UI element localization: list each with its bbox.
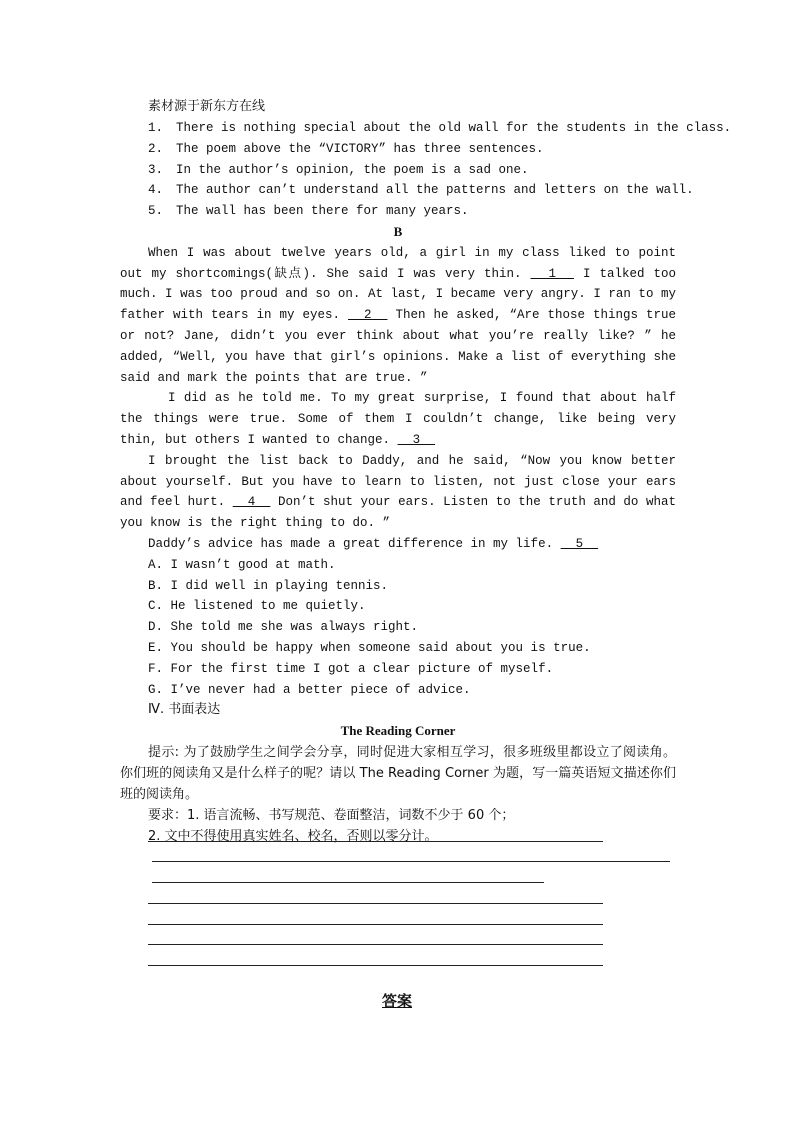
source-note: 素材源于新东方在线 bbox=[148, 99, 266, 114]
option-g: G. I’ve never had a better piece of advice. bbox=[148, 682, 471, 697]
writing-prompt: 提示: 为了鼓励学生之间学会分享，同时促进大家相互学习，很多班级里都设立了阅读角。你们班的阅读角又是什么样子的呢？请以 The Reading Corner 为题，写一篇英语短文描述你们班的阅读角。 bbox=[120, 744, 676, 802]
document-page bbox=[120, 96, 732, 847]
passage-paragraph-1: When I was about twelve years old, a girl in my class liked to point out my shortcomings(缺点). She said I was very thin. 1 I talked too much. I was too proud and so on. At last, I became very angry. I ran to my father with tears in my eyes. 2 Then he asked, “Are those things true or not? Jane, didn’t you ever think about what you’re really like? ” he added, “Well, you have that girl’s opinions. Make a list of everything she said and mark the points that are true. ” bbox=[120, 245, 676, 385]
option-a: A. I wasn’t good at math. bbox=[148, 557, 336, 572]
option-e: E. You should be happy when someone said about you is true. bbox=[148, 640, 591, 655]
option-list bbox=[120, 555, 676, 701]
blank-2: 2 bbox=[348, 308, 388, 323]
writing-line-4[interactable] bbox=[148, 903, 603, 904]
option-f: F. For the first time I got a clear picture of myself. bbox=[148, 661, 554, 676]
statement-4: 4. The author can’t understand all the patterns and letters on the wall. bbox=[148, 183, 694, 198]
blank-1: 1 bbox=[530, 266, 574, 281]
blank-5: 5 bbox=[560, 536, 599, 551]
writing-line-1[interactable] bbox=[148, 841, 603, 842]
option-b: B. I did well in playing tennis. bbox=[148, 578, 389, 593]
blank-3: 3 bbox=[397, 432, 436, 447]
section-b-heading: B bbox=[393, 223, 403, 239]
passage-paragraph-4: Daddy’s advice has made a great difference in my life. 5 bbox=[148, 536, 599, 551]
passage-paragraph-3: I brought the list back to Daddy, and he said, “Now you know better about yourself. But you have to learn to listen, not just close your ears and feel hurt. 4 Don’t shut your ears. Listen to the truth and do what you know is the right thing to do. ” bbox=[120, 453, 676, 531]
blank-4: 4 bbox=[232, 495, 271, 510]
writing-requirement-1: 要求：1. 语言流畅、书写规范、卷面整洁，词数不少于 60 个； bbox=[148, 807, 515, 823]
option-d: D. She told me she was always right. bbox=[148, 620, 419, 635]
answer-heading: 答案 bbox=[381, 992, 412, 1010]
writing-section-label: Ⅳ. 书面表达 bbox=[148, 702, 221, 718]
writing-title: The Reading Corner bbox=[340, 723, 456, 739]
passage-paragraph-2: I did as he told me. To my great surprise, I found that about half the things were true. Some of them I couldn’t change, like being very thin, but others I wanted to change. 3 bbox=[120, 391, 676, 447]
statement-5: 5. The wall has been there for many years. bbox=[148, 204, 469, 219]
statement-1: 1. There is nothing special about the old wall for the students in the class. bbox=[148, 121, 732, 135]
writing-line-6[interactable] bbox=[148, 944, 603, 945]
option-c: C. He listened to me quietly. bbox=[148, 599, 366, 614]
writing-line-3[interactable] bbox=[152, 882, 544, 883]
writing-requirement-2: 2. 文中不得使用真实姓名、校名，否则以零分计。 bbox=[148, 828, 438, 844]
writing-line-2[interactable] bbox=[152, 861, 670, 862]
writing-line-5[interactable] bbox=[148, 924, 603, 925]
statement-2: 2. The poem above the “VICTORY” has three sentences. bbox=[148, 141, 544, 156]
statement-list bbox=[120, 118, 732, 222]
writing-line-7[interactable] bbox=[148, 965, 603, 966]
statement-3: 3. In the author’s opinion, the poem is a sad one. bbox=[148, 162, 529, 177]
